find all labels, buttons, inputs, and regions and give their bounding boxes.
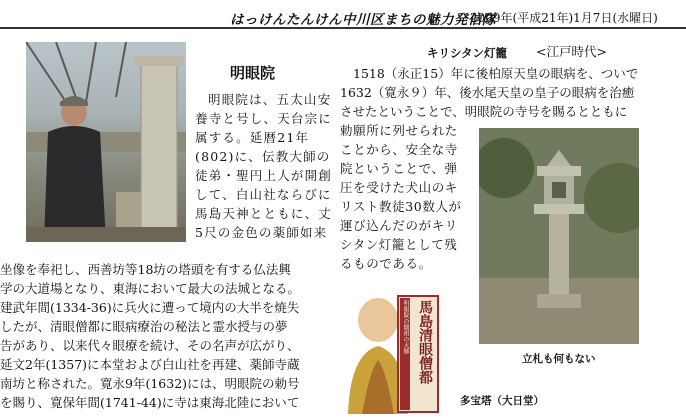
- right-article-narrow-column: [340, 121, 462, 273]
- text-line: 養寺と号し、天台宗に: [195, 111, 333, 126]
- text-line: 建武年間(1334-36)に兵火に遭って境内の大半を焼失: [0, 300, 300, 315]
- issue-date: 2009年(平成21年)1月7日(水曜日): [470, 11, 658, 25]
- stone-lantern-photo: [479, 128, 639, 344]
- text-line: したが、清眼僧都に眼病療治の秘法と霊水授与の夢: [0, 319, 288, 334]
- text-line: (802)に、伝教大師の: [195, 149, 331, 164]
- text-line: 属する。延暦21年: [195, 130, 310, 145]
- text-line: リスト教徒30数人が: [340, 199, 462, 214]
- newsletter-title: はっけんたんけん中川区まちの魅力発信隊: [230, 12, 496, 28]
- text-line: 学の大道場となり、東海において最大の法城となる。: [0, 281, 301, 296]
- text-line: るものである。: [340, 256, 432, 271]
- period-label: <江戸時代>: [536, 44, 607, 59]
- text-line: させたということで、明眼院の寺号を賜るとともに: [340, 104, 628, 119]
- text-line: 運び込んだのがキリ: [340, 218, 458, 233]
- text-line: 1632（寛永９）年、後水尾天皇の皇子の眼病を治癒: [340, 85, 635, 100]
- left-article-narrow-column: [195, 90, 332, 242]
- right-article-wide-column: [340, 64, 638, 121]
- monk-illustration: [340, 290, 440, 414]
- text-line: 延文2年(1357)に本堂および白山社を再建、薬師寺蔵: [0, 357, 300, 372]
- text-line: 告があり、以来代々眼療を続け、その名声が広がり、: [0, 338, 300, 353]
- header-divider: [0, 27, 686, 29]
- left-article-wide-column: [0, 260, 300, 412]
- page-header: [0, 0, 686, 30]
- text-line: 馬島天神とともに、丈: [195, 206, 333, 221]
- temple-gate-photo: [26, 42, 186, 242]
- text-line: ことから、安全な寺: [340, 142, 458, 157]
- text-line: 圧を受けた犬山のキ: [340, 180, 458, 195]
- text-line: して、白山社ならびに: [195, 187, 332, 202]
- monk-name-banner: 馬島清眼僧都: [417, 300, 433, 384]
- text-line: 1518（永正15）年に後柏原天皇の眼病を、ついで: [353, 66, 639, 81]
- text-line: 勅願所に列せられた: [340, 123, 458, 138]
- text-line: 5尺の金色の薬師如来: [195, 225, 328, 240]
- pagoda-caption: 多宝塔（大日堂）: [460, 395, 544, 407]
- text-line: 院ということで、弾: [340, 161, 458, 176]
- text-line: 南坊と称された。寛永9年(1632)には、明眼院の勅号: [0, 376, 300, 391]
- text-line: 徒弟・聖円上人が開創: [195, 168, 333, 183]
- text-line: シタン灯籠として残: [340, 237, 458, 252]
- temple-gate-scene: [26, 42, 186, 242]
- text-line: 明眼院は、五太山安: [208, 92, 332, 107]
- article-heading-kirishitan-lantern: キリシタン灯籠: [427, 46, 508, 60]
- stone-lantern-scene: [479, 128, 639, 344]
- lantern-caption: 立札も何もない: [522, 353, 596, 365]
- monk-name-banner-small: 明眼院の開祖の大師: [402, 300, 409, 354]
- text-line: 坐像を奉祀し、西善坊等18坊の塔頭を有する仏法興: [0, 262, 291, 277]
- text-line: を賜り、寛保年間(1741-44)に寺は東海北陸において: [0, 395, 300, 410]
- article-heading-myogenin: 明眼院: [230, 64, 276, 82]
